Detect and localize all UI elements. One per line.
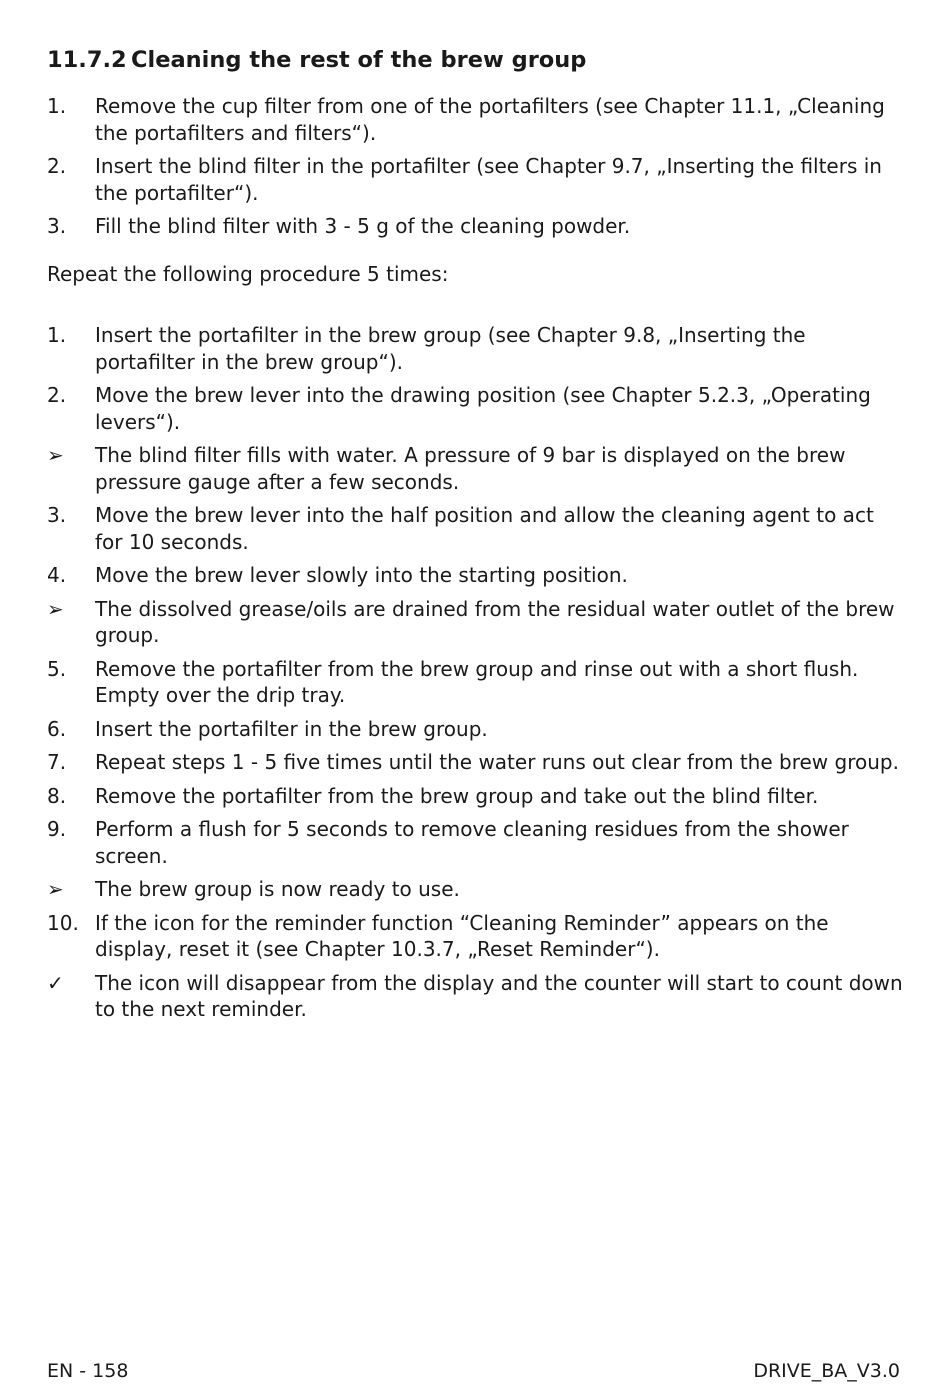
list-item <box>47 502 907 555</box>
step-text: If the icon for the reminder function “Cleaning Reminder” appears on the display, reset it (see Chapter 10.3.7, „Reset Reminder“). <box>95 910 829 961</box>
list-item <box>47 382 907 435</box>
repeat-intro: Repeat the following procedure 5 times: <box>47 261 449 286</box>
step-marker: 5. <box>47 656 67 681</box>
list-item <box>47 213 907 240</box>
step-text: Remove the cup filter from one of the portafilters (see Chapter 11.1, „Cleaning the portafilters and filters“). <box>95 94 885 145</box>
step-marker: 10. <box>47 910 79 935</box>
step-marker: 7. <box>47 750 67 774</box>
list-item <box>47 562 907 589</box>
step-text: Insert the blind filter in the portafilter (see Chapter 9.7, „Inserting the filters in the portafilter“). <box>95 154 882 205</box>
section-number: 11.7.2 <box>47 47 127 73</box>
list-item <box>47 596 907 649</box>
list-item <box>47 442 907 495</box>
step-marker: 8. <box>47 783 67 808</box>
list-item <box>47 656 907 709</box>
step-marker: 1. <box>47 94 67 118</box>
footer-page-label: EN - 158 <box>47 1360 129 1382</box>
list-item <box>47 816 907 869</box>
step-text: Insert the portafilter in the brew group. <box>95 716 488 741</box>
step-text: The blind filter fills with water. A pressure of 9 bar is displayed on the brew pressure gauge after a few seconds. <box>95 443 846 494</box>
step-marker: 9. <box>47 817 67 841</box>
list-item <box>47 749 907 776</box>
step-text: Move the brew lever into the drawing position (see Chapter 5.2.3, „Operating levers“). <box>95 383 871 434</box>
step-marker: 6. <box>47 716 67 741</box>
step-marker: 3. <box>47 214 67 238</box>
step-text: Remove the portafilter from the brew group and take out the blind filter. <box>95 783 819 808</box>
list-item <box>47 93 907 146</box>
step-text: Fill the blind filter with 3 - 5 g of the cleaning powder. <box>95 214 631 238</box>
step-marker: 1. <box>47 323 67 347</box>
step-text: Move the brew lever slowly into the starting position. <box>95 563 628 587</box>
result-arrow-icon: ➢ <box>47 877 64 901</box>
step-text: The icon will disappear from the display and the counter will start to count down to the next reminder. <box>95 970 903 1021</box>
procedure-steps-list <box>47 322 907 1023</box>
list-item <box>47 783 907 810</box>
list-item <box>47 153 907 206</box>
checkmark-icon: ✓ <box>47 970 64 995</box>
step-text: Insert the portafilter in the brew group (see Chapter 9.8, „Inserting the portafilter in the brew group“). <box>95 323 806 374</box>
footer-doc-id: DRIVE_BA_V3.0 <box>753 1360 900 1382</box>
list-item <box>47 876 907 903</box>
step-marker: 4. <box>47 563 67 587</box>
step-text: Repeat steps 1 - 5 five times until the water runs out clear from the brew group. <box>95 750 899 774</box>
prep-steps-list <box>47 93 907 240</box>
list-item <box>47 970 907 1023</box>
step-marker: 2. <box>47 383 67 407</box>
step-text: Move the brew lever into the half position and allow the cleaning agent to act for 10 seconds. <box>95 503 874 554</box>
list-item <box>47 910 907 963</box>
step-text: The dissolved grease/oils are drained from the residual water outlet of the brew group. <box>95 596 895 647</box>
section-title: Cleaning the rest of the brew group <box>131 47 587 73</box>
step-text: The brew group is now ready to use. <box>95 877 460 901</box>
step-text: Perform a flush for 5 seconds to remove cleaning residues from the shower screen. <box>95 817 849 868</box>
step-marker: 2. <box>47 154 67 178</box>
list-item <box>47 716 907 743</box>
page-content <box>47 44 907 1030</box>
result-arrow-icon: ➢ <box>47 596 64 621</box>
result-arrow-icon: ➢ <box>47 443 64 467</box>
step-text: Remove the portafilter from the brew group and rinse out with a short flush. Empty over the drip tray. <box>95 656 859 707</box>
step-marker: 3. <box>47 503 67 527</box>
list-item <box>47 322 907 375</box>
section-heading <box>47 44 907 76</box>
